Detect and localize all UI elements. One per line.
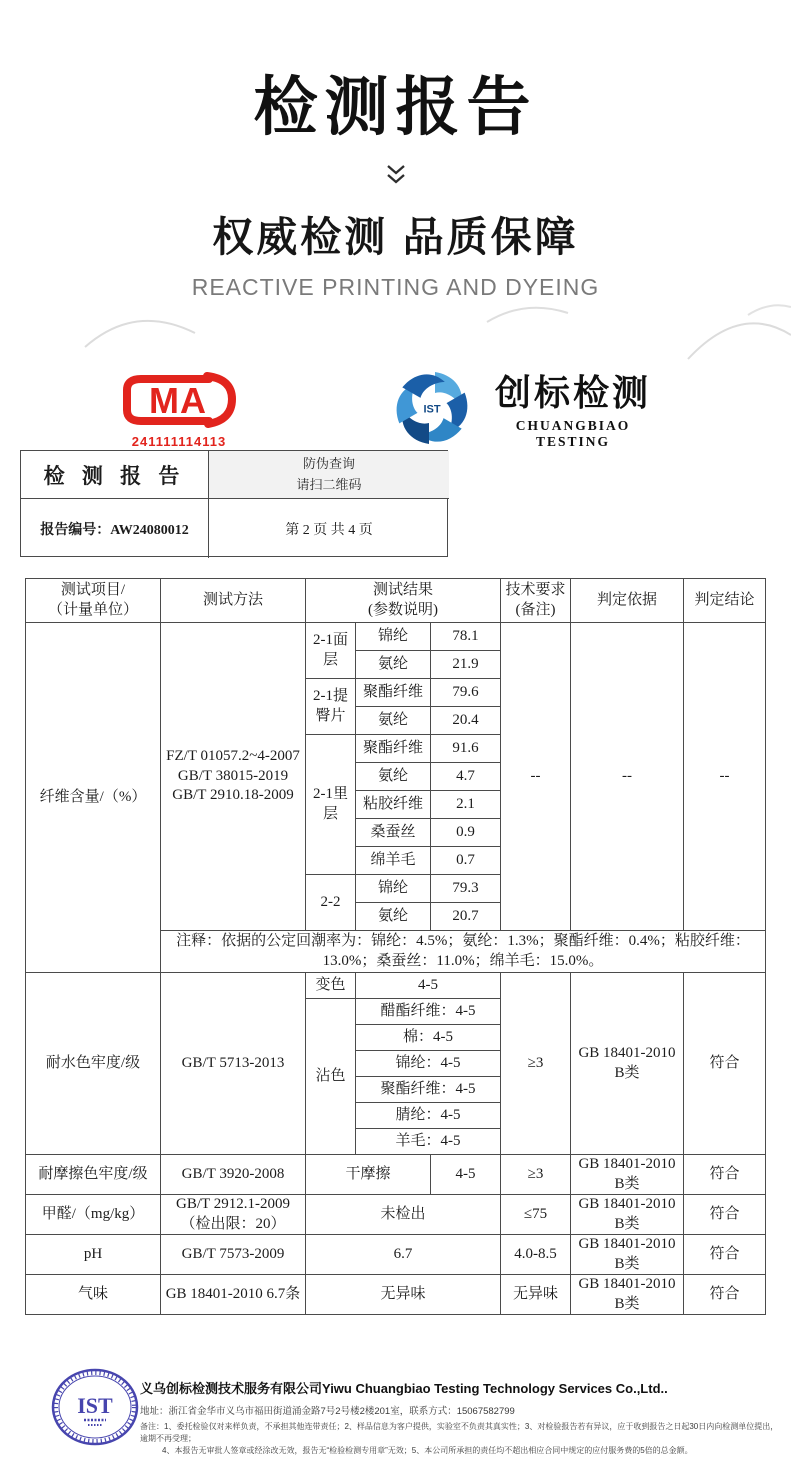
antifake-line2: 请扫二维码: [296, 476, 362, 492]
fiber-value-cell: 21.9: [431, 651, 501, 679]
water-stain-value: 腈纶：4-5: [356, 1103, 501, 1129]
water-stain-value: 醋酯纤维：4-5: [356, 999, 501, 1025]
fiber-requirement-cell: --: [501, 623, 571, 931]
fiber-name-cell: 氨纶: [356, 651, 431, 679]
antifake-cell: [209, 451, 449, 499]
rub-conclusion-cell: 符合: [684, 1155, 766, 1195]
water-item-cell: 耐水色牢度/级: [26, 973, 161, 1155]
footer-note-line2: 4、本报告无审批人签章或经涂改无效，报告无“检验检测专用章”无效；5、本公司所承担的责任均不超出相应合同中规定的应付服务费的5倍的总金额。: [162, 1446, 693, 1455]
water-discolor-value: 4-5: [356, 973, 501, 999]
cma-logo: [116, 372, 242, 449]
formaldehyde-conclusion-cell: 符合: [684, 1195, 766, 1235]
footer-company-name: 义乌创标检测技术服务有限公司Yiwu Chuangbiao Testing Technology Services Co.,Ltd..: [140, 1381, 668, 1396]
formaldehyde-result-cell: 未检出: [306, 1195, 501, 1235]
odor-method-cell: GB 18401-2010 6.7条: [161, 1275, 306, 1315]
formaldehyde-method-cell: GB/T 2912.1-2009 （检出限：20）: [161, 1195, 306, 1235]
subtitle-english: REACTIVE PRINTING AND DYEING: [191, 274, 600, 300]
fiber-name-cell: 锦纶: [356, 875, 431, 903]
fiber-group-label: 2-2: [306, 875, 356, 931]
fiber-value-cell: 0.7: [431, 847, 501, 875]
odor-requirement-cell: 无异味: [501, 1275, 571, 1315]
decorative-curves: [0, 295, 791, 360]
header-method: 测试方法: [161, 579, 306, 623]
fiber-value-cell: 4.7: [431, 763, 501, 791]
header-item: 测试项目/ （计量单位）: [26, 579, 161, 623]
fiber-note: 注释：依据的公定回潮率为：锦纶：4.5%；氨纶：1.3%；聚酯纤维：0.4%；粘胶纤维：13.0%；桑蚕丝：11.0%；绵羊毛：15.0%。: [161, 931, 766, 973]
fiber-name-cell: 氨纶: [356, 707, 431, 735]
fiber-value-cell: 91.6: [431, 735, 501, 763]
cma-letters: MA: [149, 380, 207, 421]
water-stain-value: 聚酯纤维：4-5: [356, 1077, 501, 1103]
water-method-cell: GB/T 5713-2013: [161, 973, 306, 1155]
ist-letters: IST: [423, 403, 441, 416]
water-discolor-label: 变色: [306, 973, 356, 999]
table-row: [26, 1195, 766, 1235]
report-header-title: 检 测 报 告: [21, 451, 209, 499]
rub-item-cell: 耐摩擦色牢度/级: [26, 1155, 161, 1195]
formaldehyde-basis-cell: GB 18401-2010 B类: [571, 1195, 684, 1235]
odor-conclusion-cell: 符合: [684, 1275, 766, 1315]
header-conclusion: 判定结论: [684, 579, 766, 623]
company-stamp-icon: [50, 1366, 140, 1453]
footer-address: 地址：浙江省金华市义乌市福田街道涌金路7号2号楼2楼201室，联系方式：15067582799: [140, 1406, 515, 1417]
fiber-group-label: 2-1里层: [306, 735, 356, 875]
rub-sub-label: 干摩擦: [306, 1155, 431, 1195]
table-row: [26, 1155, 766, 1195]
water-stain-label: 沾色: [306, 999, 356, 1155]
fiber-value-cell: 79.3: [431, 875, 501, 903]
rub-basis-cell: GB 18401-2010 B类: [571, 1155, 684, 1195]
brand-name-cn: 创标检测: [494, 373, 651, 413]
fiber-value-cell: 79.6: [431, 679, 501, 707]
table-row: [26, 623, 766, 651]
report-header-table: [20, 450, 448, 557]
test-results-table: [25, 578, 766, 1315]
fiber-name-cell: 绵羊毛: [356, 847, 431, 875]
fiber-conclusion-cell: --: [684, 623, 766, 931]
footer-text-block: [140, 1378, 785, 1457]
fiber-group-label: 2-1提臀片: [306, 679, 356, 735]
fiber-group-label: 2-1面层: [306, 623, 356, 679]
rub-method-cell: GB/T 3920-2008: [161, 1155, 306, 1195]
fiber-name-cell: 氨纶: [356, 903, 431, 931]
fiber-value-cell: 20.7: [431, 903, 501, 931]
fiber-name-cell: 氨纶: [356, 763, 431, 791]
formaldehyde-item-cell: 甲醛/（mg/kg）: [26, 1195, 161, 1235]
water-stain-value: 锦纶：4-5: [356, 1051, 501, 1077]
rub-result-cell: 4-5: [431, 1155, 501, 1195]
header-result: 测试结果 (参数说明): [306, 579, 501, 623]
fiber-item-cell: 纤维含量/（%）: [26, 623, 161, 973]
fiber-name-cell: 桑蚕丝: [356, 819, 431, 847]
ist-logo-icon: [392, 368, 472, 453]
water-conclusion-cell: 符合: [684, 973, 766, 1155]
odor-item-cell: 气味: [26, 1275, 161, 1315]
odor-result-cell: 无异味: [306, 1275, 501, 1315]
fiber-name-cell: 锦纶: [356, 623, 431, 651]
rub-requirement-cell: ≥3: [501, 1155, 571, 1195]
ph-method-cell: GB/T 7573-2009: [161, 1235, 306, 1275]
odor-basis-cell: GB 18401-2010 B类: [571, 1275, 684, 1315]
cma-number: 241111114113: [131, 434, 227, 449]
water-requirement-cell: ≥3: [501, 973, 571, 1155]
subtitle: 权威检测 品质保障: [212, 214, 579, 260]
footer-note-line1: 备注：1、委托检验仅对来样负责，不承担其他连带责任；2、样品信息为客户提供，实验室不负责其真实性；3、对检验报告若有异议，应于收到报告之日起30日内向检测单位提出，逾期不再受理；: [140, 1422, 779, 1443]
report-number: 报告编号：AW24080012: [21, 499, 209, 558]
page-title: 检测报告: [253, 71, 538, 143]
fiber-value-cell: 0.9: [431, 819, 501, 847]
ph-item-cell: pH: [26, 1235, 161, 1275]
brand-name-en: CHUANGBIAO TESTING: [515, 417, 631, 449]
water-basis-cell: GB 18401-2010 B类: [571, 973, 684, 1155]
water-stain-value: 棉：4-5: [356, 1025, 501, 1051]
table-header-row: [26, 579, 766, 623]
cma-mark-icon: [119, 372, 239, 428]
fiber-name-cell: 聚酯纤维: [356, 735, 431, 763]
fiber-basis-cell: --: [571, 623, 684, 931]
ph-basis-cell: GB 18401-2010 B类: [571, 1235, 684, 1275]
water-stain-value: 羊毛：4-5: [356, 1129, 501, 1155]
table-row: [26, 1235, 766, 1275]
header-basis: 判定依据: [571, 579, 684, 623]
fiber-method-cell: FZ/T 01057.2~4-2007 GB/T 38015-2019 GB/T 2910.18-2009: [161, 623, 306, 931]
fiber-value-cell: 20.4: [431, 707, 501, 735]
ph-requirement-cell: 4.0-8.5: [501, 1235, 571, 1275]
fiber-name-cell: 聚酯纤维: [356, 679, 431, 707]
stamp-letters: IST: [77, 1393, 113, 1418]
page-info: 第 2 页 共 4 页: [285, 522, 373, 538]
fiber-value-cell: 78.1: [431, 623, 501, 651]
ph-result-cell: 6.7: [306, 1235, 501, 1275]
antifake-line1: 防伪查询: [302, 456, 355, 472]
fiber-name-cell: 粘胶纤维: [356, 791, 431, 819]
table-row: [26, 1275, 766, 1315]
ph-conclusion-cell: 符合: [684, 1235, 766, 1275]
header-requirement: 技术要求 (备注): [501, 579, 571, 623]
double-down-chevron-icon: [0, 163, 791, 187]
formaldehyde-requirement-cell: ≤75: [501, 1195, 571, 1235]
fiber-value-cell: 2.1: [431, 791, 501, 819]
brand-block: [478, 374, 668, 450]
table-row: [26, 973, 766, 999]
